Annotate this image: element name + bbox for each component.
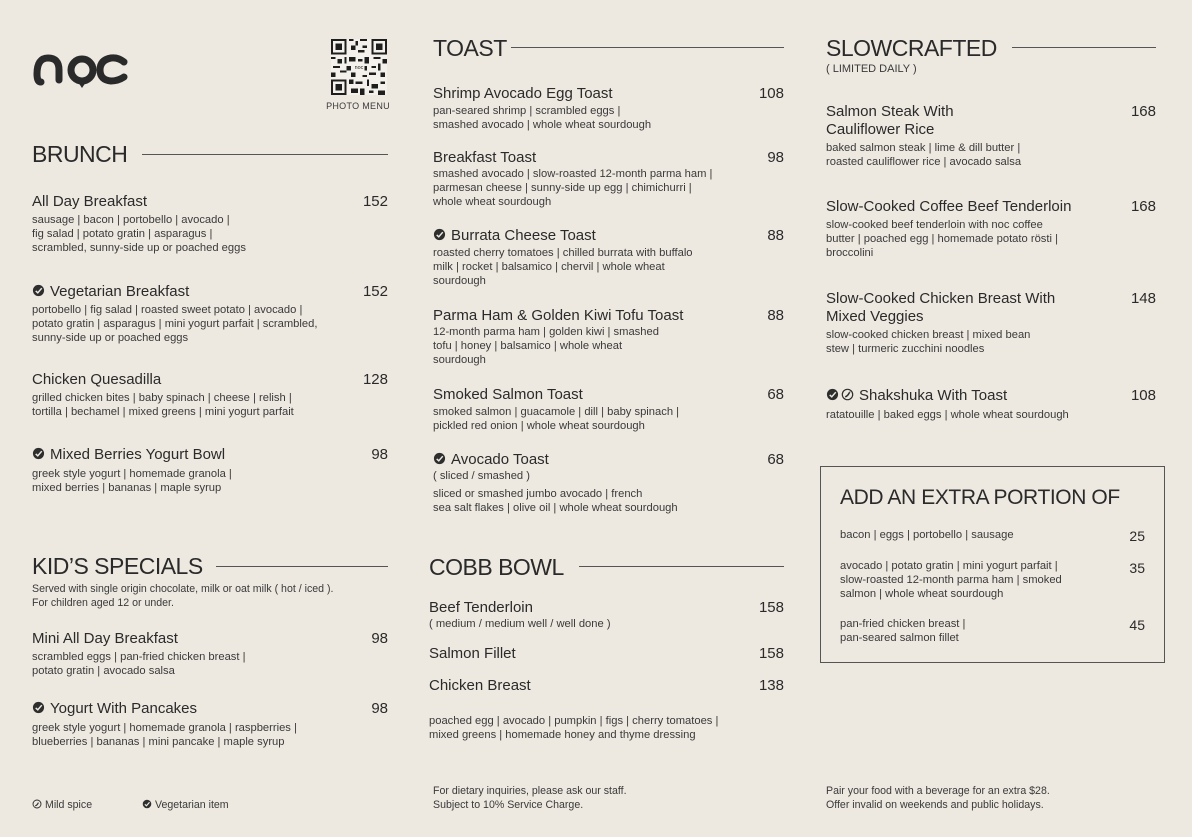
- vegetarian-icon: [433, 452, 446, 465]
- item-name: Slow-Cooked Coffee Beef Tenderloin: [826, 198, 1072, 215]
- item-name: Beef Tenderloin: [429, 599, 533, 616]
- item-name: Breakfast Toast: [433, 149, 537, 166]
- item-price: 152: [362, 283, 388, 300]
- extra-price: 25: [1129, 528, 1145, 544]
- item-desc: sliced or smashed jumbo avocado | french sea salt flakes | olive oil | whole wheat sourdough: [433, 488, 678, 515]
- slow-divider: [1012, 47, 1156, 48]
- item-desc: portobello | fig salad | roasted sweet potato | avocado | potato gratin | asparagus | mini yogurt parfait | scrambled, sunny-side up or poached eggs: [32, 304, 318, 345]
- extra-desc: pan-fried chicken breast | pan-seared salmon fillet: [840, 618, 966, 645]
- item-desc: ratatouille | baked eggs | whole wheat sourdough: [826, 409, 1069, 421]
- item-name: All Day Breakfast: [32, 193, 148, 210]
- item-price: 98: [371, 700, 388, 717]
- noc-logo: [32, 44, 132, 92]
- vegetarian-icon: [433, 228, 446, 241]
- slow-sub: ( LIMITED DAILY ): [826, 63, 917, 75]
- cobb-desc: poached egg | avocado | pumpkin | figs | cherry tomatoes | mixed greens | homemade honey and thyme dressing: [429, 715, 719, 742]
- item-name: Burrata Cheese Toast: [433, 227, 596, 245]
- item-price: 168: [1130, 198, 1156, 215]
- item-name: Salmon Steak With Cauliflower Rice: [826, 103, 954, 138]
- cobb-title: COBB BOWL: [429, 554, 564, 580]
- cobb-divider: [579, 566, 784, 567]
- item-name: Salmon Fillet: [429, 645, 516, 662]
- legend-mild-spice: Mild spice: [32, 798, 92, 812]
- item-price: 108: [758, 85, 784, 102]
- item-price: 138: [758, 677, 784, 694]
- item-desc: 12-month parma ham | golden kiwi | smashed tofu | honey | balsamico | whole wheat sourdough: [433, 326, 659, 367]
- extra-desc: avocado | potato gratin | mini yogurt parfait | slow-roasted 12-month parma ham | smoked salmon | whole wheat sourdough: [840, 560, 1062, 601]
- item-price: 98: [767, 149, 784, 166]
- kids-title: KID’S SPECIALS: [32, 553, 203, 579]
- kids-divider: [216, 566, 388, 567]
- extra-desc: bacon | eggs | portobello | sausage: [840, 529, 1014, 541]
- item-name: Mini All Day Breakfast: [32, 630, 178, 647]
- item-desc: baked salmon steak | lime & dill butter | roasted cauliflower rice | avocado salsa: [826, 142, 1022, 169]
- vegetarian-icon: [32, 447, 45, 460]
- brunch-divider: [142, 154, 388, 155]
- item-sub: ( sliced / smashed ): [433, 470, 530, 482]
- brunch-title: BRUNCH: [32, 141, 128, 167]
- item-price: 128: [362, 371, 388, 388]
- extra-title: ADD AN EXTRA PORTION OF: [840, 486, 1120, 509]
- item-desc: slow-cooked beef tenderloin with noc coffee butter | poached egg | homemade potato rösti | broccolini: [826, 219, 1058, 260]
- item-price: 88: [767, 227, 784, 244]
- svg-text:noc: noc: [354, 65, 364, 72]
- item-name: Avocado Toast: [433, 451, 549, 469]
- toast-divider: [511, 47, 784, 48]
- item-name: Chicken Breast: [429, 677, 531, 694]
- legend-vegetarian: Vegetarian item: [142, 798, 229, 812]
- item-price: 158: [758, 645, 784, 662]
- item-name: Vegetarian Breakfast: [32, 283, 189, 301]
- item-price: 158: [758, 599, 784, 616]
- item-price: 88: [767, 307, 784, 324]
- mild-spice-icon: [841, 388, 854, 401]
- item-desc: pan-seared shrimp | scrambled eggs | smashed avocado | whole wheat sourdough: [433, 105, 652, 132]
- item-name: Yogurt With Pancakes: [32, 700, 197, 718]
- vegetarian-icon: [32, 701, 45, 714]
- item-desc: greek style yogurt | homemade granola | raspberries | blueberries | bananas | mini pancake | maple syrup: [32, 722, 297, 749]
- item-sub: ( medium / medium well / well done ): [429, 618, 611, 630]
- toast-title: TOAST: [433, 35, 507, 61]
- extra-price: 45: [1129, 617, 1145, 633]
- item-desc: sausage | bacon | portobello | avocado | fig salad | potato gratin | asparagus | scrambled, sunny-side up or poached eggs: [32, 214, 246, 255]
- extra-price: 35: [1129, 560, 1145, 576]
- mild-spice-icon: [32, 799, 42, 809]
- item-name: Shrimp Avocado Egg Toast: [433, 85, 613, 102]
- item-name: Chicken Quesadilla: [32, 371, 162, 388]
- item-desc: roasted cherry tomatoes | chilled burrata with buffalo milk | rocket | balsamico | chervil | whole wheat sourdough: [433, 247, 693, 288]
- item-price: 98: [371, 446, 388, 463]
- vegetarian-icon: [32, 284, 45, 297]
- item-desc: grilled chicken bites | baby spinach | cheese | relish | tortilla | bechamel | mixed greens | mini yogurt parfait: [32, 392, 294, 419]
- item-name: Parma Ham & Golden Kiwi Tofu Toast: [433, 307, 684, 324]
- beverage-note: Pair your food with a beverage for an extra $28. Offer invalid on weekends and public holidays.: [826, 785, 1050, 811]
- dietary-note: For dietary inquiries, please ask our staff. Subject to 10% Service Charge.: [433, 785, 627, 811]
- item-name: Smoked Salmon Toast: [433, 386, 583, 403]
- item-price: 108: [1130, 387, 1156, 404]
- qr-code[interactable]: [331, 39, 387, 95]
- item-name: Slow-Cooked Chicken Breast With Mixed Veggies: [826, 290, 1056, 325]
- item-price: 152: [362, 193, 388, 210]
- item-name: Shakshuka With Toast: [826, 387, 1007, 405]
- item-price: 68: [767, 451, 784, 468]
- kids-note: Served with single origin chocolate, milk or oat milk ( hot / iced ). For children aged 12 or under.: [32, 583, 334, 609]
- item-price: 68: [767, 386, 784, 403]
- item-desc: slow-cooked chicken breast | mixed bean stew | turmeric zucchini noodles: [826, 329, 1031, 356]
- item-desc: scrambled eggs | pan-fried chicken breast | potato gratin | avocado salsa: [32, 651, 246, 678]
- vegetarian-icon: [826, 388, 839, 401]
- slow-title: SLOWCRAFTED: [826, 35, 997, 61]
- item-desc: greek style yogurt | homemade granola | mixed berries | bananas | maple syrup: [32, 468, 232, 495]
- item-desc: smoked salmon | guacamole | dill | baby spinach | pickled red onion | whole wheat sourdough: [433, 406, 680, 433]
- item-price: 148: [1130, 290, 1156, 307]
- item-price: 168: [1130, 103, 1156, 120]
- item-name: Mixed Berries Yogurt Bowl: [32, 446, 225, 464]
- item-price: 98: [371, 630, 388, 647]
- vegetarian-icon: [142, 799, 152, 809]
- qr-label: PHOTO MENU: [326, 101, 390, 111]
- item-desc: smashed avocado | slow-roasted 12-month parma ham | parmesan cheese | sunny-side up egg | chimichurri | whole wheat sourdough: [433, 168, 713, 209]
